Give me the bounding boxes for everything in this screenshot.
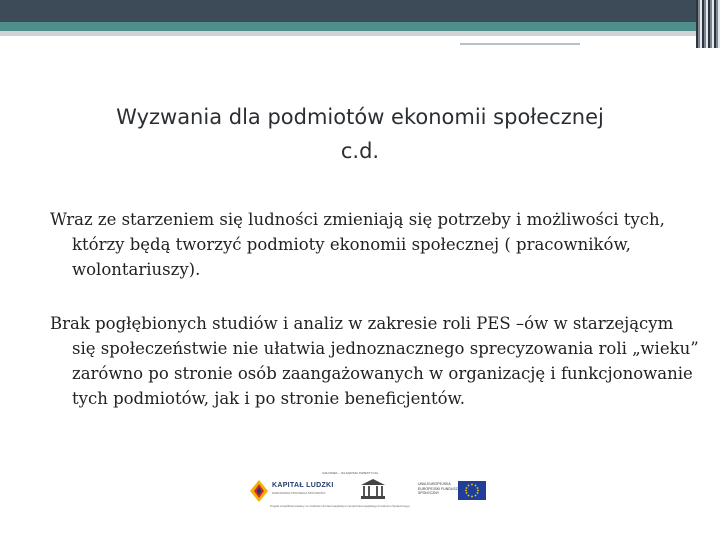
footer-note: Projekt współfinansowany ze środków Unii Europejskiej w ramach Europejskiego Funduszu Społecznego (270, 504, 410, 508)
slide-title-line1: Wyzwania dla podmiotów ekonomii społecznej (116, 105, 604, 129)
header-accent-line (460, 43, 580, 45)
eu-flag-icon (458, 481, 486, 500)
footer-logos (240, 470, 490, 512)
kapital-ludzki-logo-icon (250, 480, 268, 502)
header-band-dark (0, 0, 720, 22)
eu-label: UNIA EUROPEJSKA EUROPEJSKI FUNDUSZ SPOŁECZNY (418, 482, 458, 495)
kapital-ludzki-sub: NARODOWA STRATEGIA SPÓJNOŚCI (272, 491, 326, 495)
slide-title (40, 100, 680, 168)
body-paragraph-1: Wraz ze starzeniem się ludności zmieniają się potrzeby i możliwości tych, którzy będą tworzyć podmioty ekonomii społecznej ( pracowników, wolontariuszy). (50, 210, 665, 279)
center-caption: CZŁOWIEK – NAJLEPSZA INWESTYCJA (322, 471, 379, 475)
header-edge-stripes (696, 0, 720, 48)
slide-title-line2: c.d. (340, 139, 380, 163)
body-paragraph-2: Brak pogłębionych studiów i analiz w zakresie roli PES –ów w starzejącym się społeczeństwie nie ułatwia jednoznacznego sprecyzowania roli „wieku” zarówno po stronie osób zaangażowanych w organizację i funkcjonowanie tych podmiotów, jak i po stronie beneficjentów. (50, 314, 699, 408)
building-emblem-icon (360, 478, 386, 500)
kapital-ludzki-label: KAPITAŁ LUDZKI (272, 482, 334, 489)
header-band-teal (0, 22, 720, 31)
header-band-gray (0, 31, 720, 36)
